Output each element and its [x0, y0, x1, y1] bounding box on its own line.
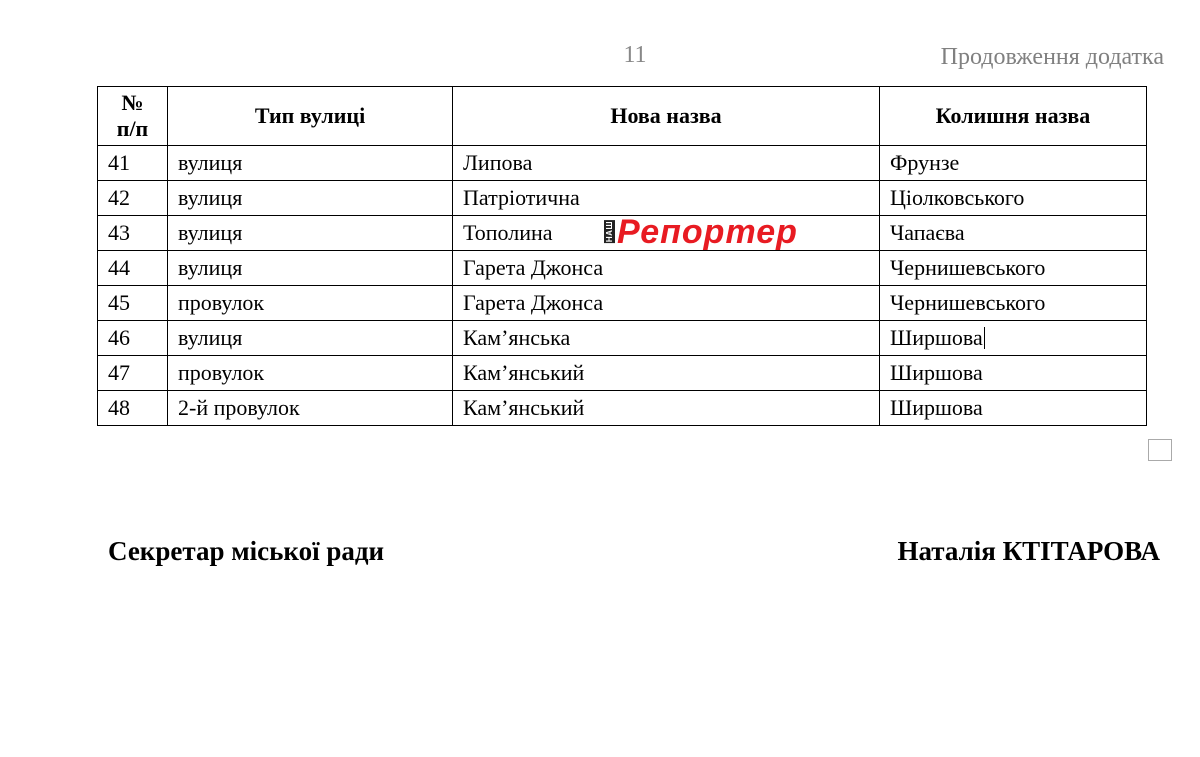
reporter-watermark-logo — [604, 214, 798, 250]
table-resize-handle[interactable] — [1148, 439, 1172, 461]
cell-old-name[interactable]: Чернишевського — [880, 286, 1147, 321]
cell-old-name-text: Ширшова — [890, 325, 983, 350]
cell-old-name[interactable]: Ширшова — [880, 356, 1147, 391]
column-header-number[interactable] — [98, 87, 168, 146]
cell-old-name[interactable]: Фрунзе — [880, 146, 1147, 181]
signature-title: Секретар міської ради — [108, 536, 385, 566]
cell-street-type[interactable]: провулок — [168, 286, 453, 321]
cell-number[interactable]: 46 — [98, 321, 168, 356]
column-header-new-name[interactable]: Нова назва — [453, 87, 880, 146]
cell-street-type[interactable]: провулок — [168, 356, 453, 391]
cell-street-type[interactable]: вулиця — [168, 181, 453, 216]
cell-street-type[interactable]: вулиця — [168, 216, 453, 251]
continuation-label: Продовження додатка — [940, 44, 1164, 70]
cell-new-name[interactable]: Кам’янський — [453, 356, 880, 391]
cell-new-name[interactable]: Липова — [453, 146, 880, 181]
cell-number[interactable]: 42 — [98, 181, 168, 216]
street-rename-table — [97, 86, 1147, 426]
table-row — [98, 181, 1147, 216]
column-header-old-name[interactable]: Колишня назва — [880, 87, 1147, 146]
watermark-brand-text: Репортер — [617, 213, 798, 251]
cell-old-name[interactable]: Чапаєва — [880, 216, 1147, 251]
table-row — [98, 146, 1147, 181]
cell-street-type[interactable]: вулиця — [168, 251, 453, 286]
cell-old-name[interactable]: Ширшова — [880, 391, 1147, 426]
table-row — [98, 251, 1147, 286]
cell-number[interactable]: 44 — [98, 251, 168, 286]
cell-old-name[interactable]: Чернишевського — [880, 251, 1147, 286]
cell-old-name[interactable] — [880, 321, 1147, 356]
cell-number[interactable]: 48 — [98, 391, 168, 426]
cell-new-name[interactable]: Патріотична — [453, 181, 880, 216]
cell-new-name[interactable]: Гарета Джонса — [453, 251, 880, 286]
cell-street-type[interactable]: вулиця — [168, 146, 453, 181]
cell-street-type[interactable]: 2-й провулок — [168, 391, 453, 426]
column-header-street-type[interactable]: Тип вулиці — [168, 87, 453, 146]
cell-street-type[interactable]: вулиця — [168, 321, 453, 356]
table-header-row — [98, 87, 1147, 146]
cell-new-name[interactable]: Кам’янський — [453, 391, 880, 426]
cell-new-name[interactable]: Гарета Джонса — [453, 286, 880, 321]
signature-name: Наталія КТІТАРОВА — [897, 536, 1160, 566]
cell-number[interactable]: 43 — [98, 216, 168, 251]
text-cursor — [984, 327, 985, 349]
watermark-side-text: НАШ — [605, 221, 614, 243]
table-row — [98, 321, 1147, 356]
table-row — [98, 286, 1147, 321]
cell-number[interactable]: 45 — [98, 286, 168, 321]
table-row — [98, 391, 1147, 426]
cell-old-name[interactable]: Ціолковського — [880, 181, 1147, 216]
cell-new-name[interactable]: Кам’янська — [453, 321, 880, 356]
page-number: 11 — [623, 42, 647, 68]
table-row — [98, 356, 1147, 391]
cell-number[interactable]: 47 — [98, 356, 168, 391]
column-header-number-text: № п/п — [116, 90, 149, 141]
cell-number[interactable]: 41 — [98, 146, 168, 181]
cell-new-name[interactable]: Тополина — [453, 216, 880, 251]
